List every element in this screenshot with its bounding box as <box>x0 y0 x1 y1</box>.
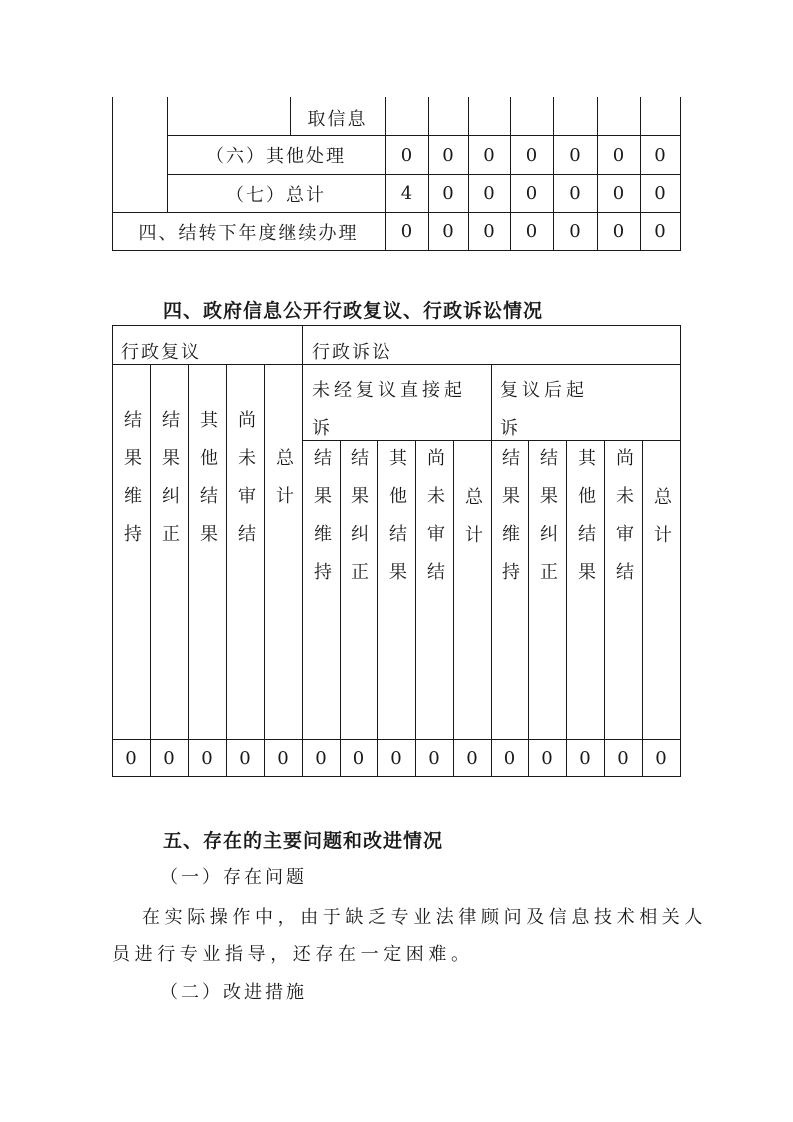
table-cell: 0 <box>483 144 495 166</box>
table-cell: 0 <box>654 183 666 204</box>
table-cell: 0 <box>315 747 327 769</box>
table-cell: 0 <box>201 747 213 769</box>
table-cell-label: 取信息 <box>307 108 368 130</box>
paragraph-line: 在实际操作中，由于缺乏专业法律顾问及信息技术相关人 <box>142 907 707 928</box>
admin-litigation-header: 行政诉讼 <box>312 342 392 363</box>
col-header: 尚未审结 <box>235 410 256 562</box>
table-cell: 0 <box>442 221 454 242</box>
table-border <box>112 364 681 365</box>
table-border <box>112 776 681 777</box>
table-cell-label: （六）其他处理 <box>206 146 346 167</box>
col-header: 尚未审结 <box>613 448 634 600</box>
table-border <box>680 325 681 777</box>
admin-review-header: 行政复议 <box>121 342 201 363</box>
section-5-title: 五、存在的主要问题和改进情况 <box>163 830 444 852</box>
table-cell: 0 <box>125 747 137 769</box>
col-header: 其他结果 <box>197 410 218 562</box>
table-cell: 4 <box>400 183 413 204</box>
table-cell: 0 <box>163 747 175 769</box>
table-cell: 0 <box>541 747 553 769</box>
table-cell: 0 <box>400 144 413 166</box>
paragraph-line: 员进行专业指导，还存在一定困难。 <box>112 944 474 965</box>
table-cell: 0 <box>612 221 625 242</box>
col-header: 结果维持 <box>499 448 520 600</box>
col-header: 总计 <box>651 487 672 563</box>
table-cell: 0 <box>390 747 402 769</box>
table-border <box>264 364 265 777</box>
col-header: 其他结果 <box>575 448 596 600</box>
table-cell: 0 <box>654 144 666 166</box>
table-cell: 0 <box>428 747 440 769</box>
table-cell: 0 <box>569 221 581 242</box>
table-cell: 0 <box>442 183 454 204</box>
col-header: 结果纠正 <box>537 448 558 600</box>
after-review-suit-header-2: 诉 <box>500 418 520 439</box>
table-border <box>112 250 681 251</box>
table-cell: 0 <box>525 144 538 166</box>
table-cell: 0 <box>466 747 478 769</box>
after-review-suit-header: 复议后起 <box>500 380 588 401</box>
col-header: 结果纠正 <box>348 448 369 600</box>
subheading-improvements: （二）改进措施 <box>160 982 307 1003</box>
table-cell: 0 <box>442 144 454 166</box>
table-border <box>112 325 681 326</box>
direct-suit-header-2: 诉 <box>312 418 332 439</box>
table-cell: 0 <box>569 183 581 204</box>
table-cell: 0 <box>617 747 629 769</box>
table-cell: 0 <box>352 747 365 769</box>
table-cell: 0 <box>277 747 289 769</box>
table-cell: 0 <box>655 747 667 769</box>
section-4-title: 四、政府信息公开行政复议、行政诉讼情况 <box>163 300 544 322</box>
col-header: 结果纠正 <box>159 410 180 562</box>
table-cell: 0 <box>239 747 251 769</box>
col-header: 结果维持 <box>121 410 142 562</box>
col-header: 其他结果 <box>386 448 407 600</box>
table-cell: 0 <box>654 221 666 242</box>
col-header: 总计 <box>462 487 483 563</box>
table-cell: 0 <box>483 183 495 204</box>
table-cell: 0 <box>569 144 581 166</box>
col-header: 结果维持 <box>311 448 332 600</box>
table-cell: 0 <box>503 747 516 769</box>
table-cell: 0 <box>400 221 413 242</box>
direct-suit-header: 未经复议直接起 <box>312 380 466 401</box>
table-cell: 0 <box>525 221 538 242</box>
col-header: 总计 <box>273 448 294 524</box>
table-cell: 0 <box>579 747 591 769</box>
table-cell-label: 四、结转下年度继续办理 <box>138 222 359 244</box>
table-cell: 0 <box>612 144 625 166</box>
table-cell: 0 <box>612 183 625 204</box>
table-cell: 0 <box>483 221 495 242</box>
col-header: 尚未审结 <box>424 448 445 600</box>
table-cell-label: （七）总计 <box>226 184 326 206</box>
table-cell: 0 <box>525 183 538 204</box>
subheading-problems: （一）存在问题 <box>160 867 307 888</box>
